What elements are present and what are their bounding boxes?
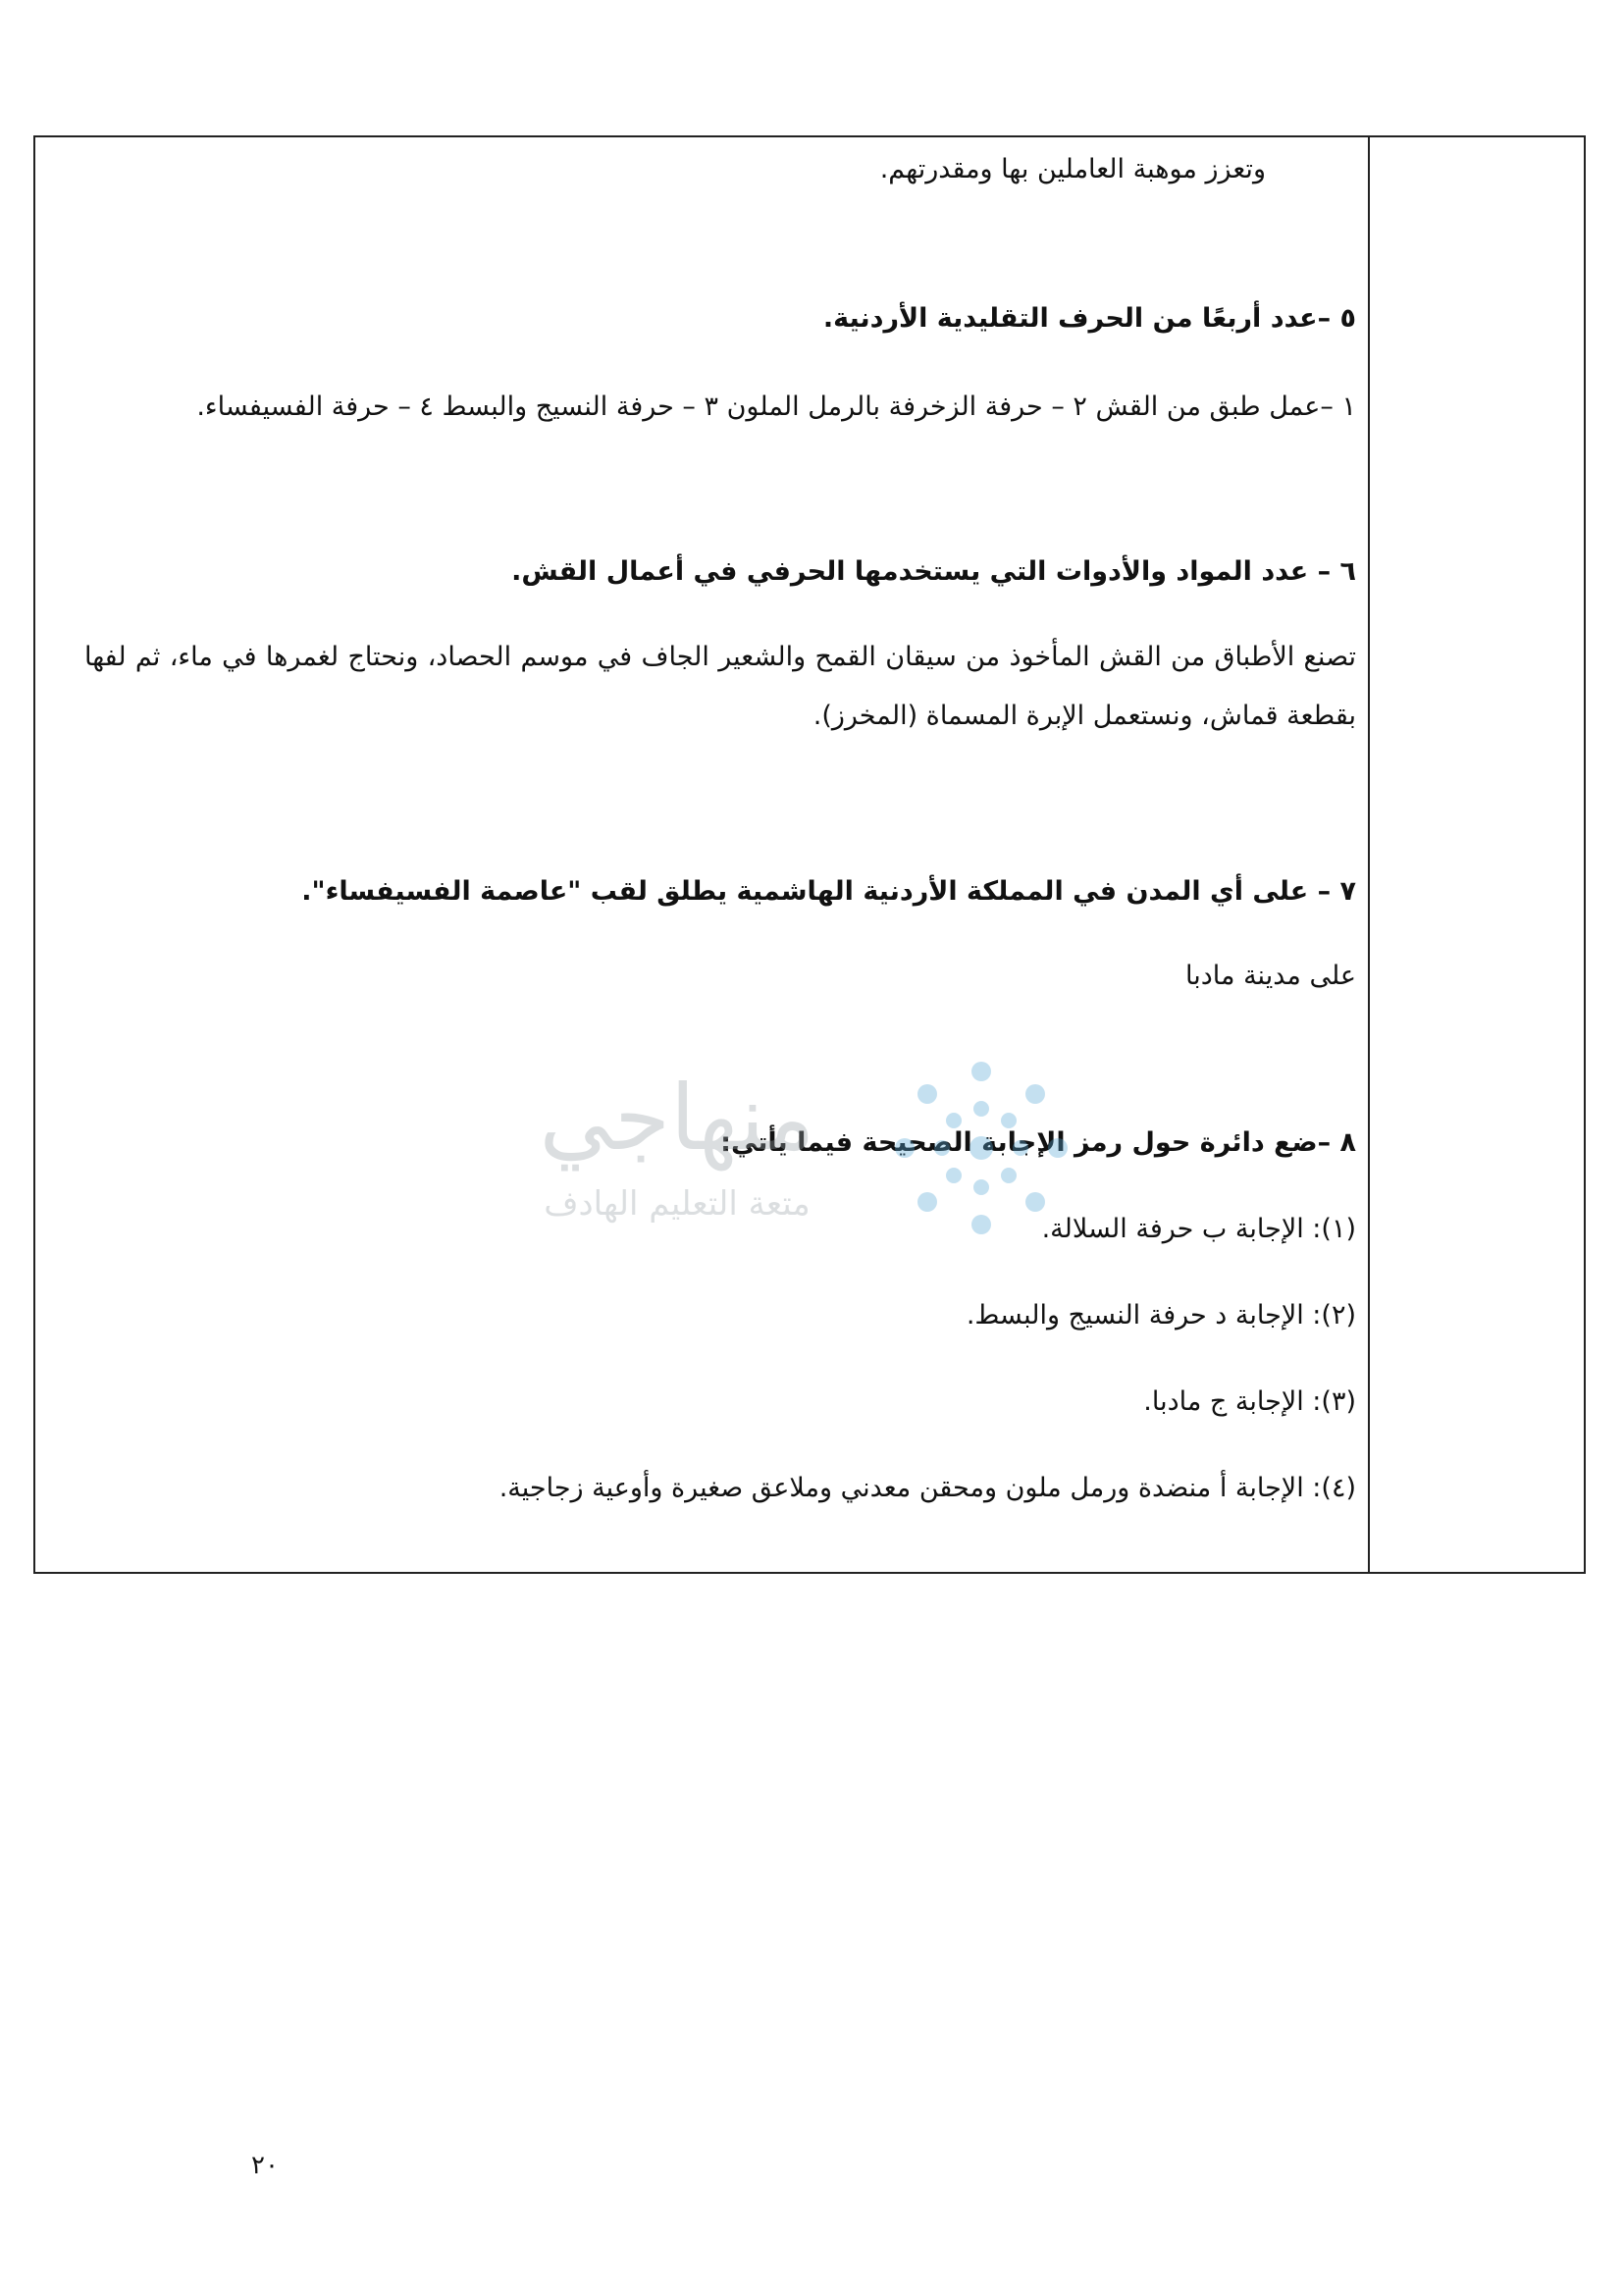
- answer-7: على مدينة مادبا: [1185, 961, 1356, 991]
- page-number: ٢٠: [251, 2151, 279, 2179]
- question-8: ٨ –ضع دائرة حول رمز الإجابة الصحيحة فيما يأتي:: [720, 1127, 1356, 1158]
- answer-8-2: (٢): الإجابة د حرفة النسيج والبسط.: [966, 1300, 1356, 1331]
- watermark-subtitle: متعة التعليم الهادف: [544, 1184, 811, 1224]
- side-column: [1368, 137, 1584, 1572]
- question-6: ٦ – عدد المواد والأدوات التي يستخدمها الحرفي في أعمال القش.: [511, 556, 1356, 587]
- answer-8-4: (٤): الإجابة أ منضدة ورمل ملون ومحقن معدني وملاعق صغيرة وأوعية زجاجية.: [498, 1473, 1356, 1503]
- answer-5: ١ –عمل طبق من القش ٢ – حرفة الزخرفة بالرمل الملون ٣ – حرفة النسيج والبسط ٤ – حرفة الفسيفساء.: [196, 391, 1356, 422]
- question-7: ٧ – على أي المدن في المملكة الأردنية الهاشمية يطلق لقب "عاصمة الفسيفساء".: [301, 876, 1356, 907]
- watermark-title: منهاجي: [539, 1066, 815, 1171]
- intro-line: وتعزز موهبة العاملين بها ومقدرتهم.: [879, 154, 1266, 184]
- question-5: ٥ –عدد أربعًا من الحرف التقليدية الأردنية.: [822, 303, 1356, 334]
- main-column: [35, 137, 1368, 1572]
- answer-8-3: (٣): الإجابة ج مادبا.: [1143, 1386, 1356, 1417]
- answer-6: تصنع الأطباق من القش المأخوذ من سيقان القمح والشعير الجاف في موسم الحصاد، ونحتاج لغمرها في ماء، ثم لفها بقطعة قماش، ونستعمل الإبرة المسماة (المخرز).: [84, 642, 1356, 731]
- answer-8-1: (١): الإجابة ب حرفة السلالة.: [1041, 1214, 1356, 1244]
- content-table: [33, 135, 1586, 1574]
